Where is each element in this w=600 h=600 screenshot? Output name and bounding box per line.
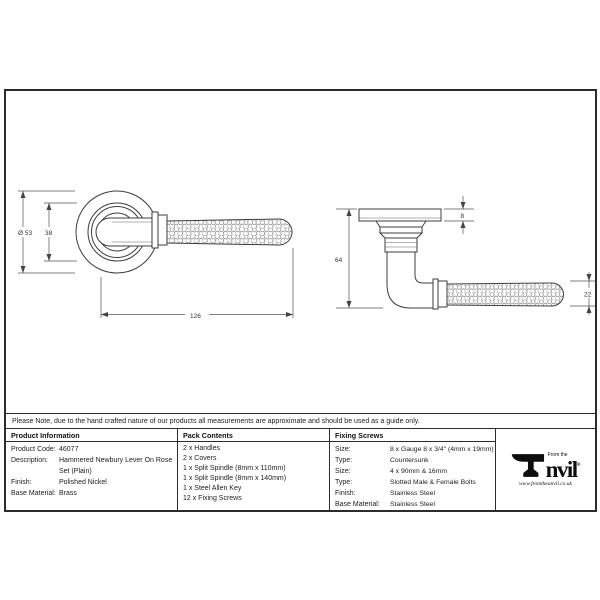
row-value: Slotted Male & Female Bolts <box>390 479 476 486</box>
arm-collar <box>438 281 447 307</box>
anvil-icon <box>511 452 545 479</box>
table-row <box>335 488 492 499</box>
anvil-logo <box>495 429 595 510</box>
logo-website: www.fromtheanvil.co.uk <box>518 481 572 487</box>
logo-name <box>545 456 581 482</box>
note-bar <box>6 413 595 428</box>
table-row <box>335 444 492 455</box>
row-label: Base Material: <box>11 490 56 497</box>
front-view-drawing <box>76 191 292 273</box>
table-row <box>11 455 174 477</box>
row-label: Product Code: <box>11 446 56 453</box>
logo-wordmark <box>545 452 581 482</box>
row-label: Type: <box>335 479 353 486</box>
lever-grip-hammered <box>167 219 292 245</box>
row-label: Base Material: <box>335 501 380 508</box>
table-row <box>335 499 492 510</box>
row-label: Size: <box>335 468 351 475</box>
elbow-inner-curve <box>415 252 433 283</box>
product-info-header: Product Information <box>6 429 177 442</box>
pack-contents-header: Pack Contents <box>177 429 329 442</box>
row-value: 46077 <box>59 446 79 453</box>
dim-label-rose-inner: 38 <box>45 230 53 237</box>
list-item: 1 x Split Spindle (8mm x 110mm) <box>183 464 286 472</box>
dim-label-lever-thickness: 22 <box>584 291 592 299</box>
arm-grip-hammered <box>447 283 564 306</box>
drawing-area <box>6 91 595 413</box>
neck-collar-rings <box>385 238 417 252</box>
dim-label-length: 126 <box>190 313 201 320</box>
row-label: Description: <box>11 457 48 464</box>
row-value: 4 x 90mm & 16mm <box>390 468 448 475</box>
height-extension-lines <box>336 209 383 308</box>
registered-mark: ® <box>576 463 581 468</box>
table-row <box>11 488 174 499</box>
dim-label-diameter: Ø 53 <box>18 230 33 237</box>
fixing-screws-header: Fixing Screws <box>329 429 495 442</box>
table-row <box>335 466 492 477</box>
row-value: Countersunk <box>390 457 429 464</box>
row-label: Finish: <box>11 479 32 486</box>
technical-drawing <box>6 91 595 413</box>
info-table <box>6 428 595 510</box>
list-item: 1 x Split Spindle (8mm x 140mm) <box>183 474 287 482</box>
lever-collar-ring <box>152 212 158 248</box>
row-label: Size: <box>335 446 351 453</box>
side-view-drawing <box>359 209 564 309</box>
logo-row <box>511 452 581 482</box>
elbow-outer-curve <box>387 252 433 308</box>
list-item: 2 x Handles <box>183 445 220 452</box>
rose-step-lower <box>380 227 422 233</box>
row-label: Finish: <box>335 490 356 497</box>
arm-collar-ring <box>433 279 438 309</box>
list-item: 12 x Fixing Screws <box>183 494 242 502</box>
row-value: 8 x Gauge 8 x 3/4" (4mm x 19mm) <box>390 446 494 453</box>
product-info-section <box>6 442 177 510</box>
lever-collar <box>158 215 167 245</box>
row-value: Brass <box>59 490 77 497</box>
dim-label-height: 64 <box>335 257 343 264</box>
note-text: Please Note, due to the hand crafted nature of our products all measurements are approximate and should be used as a guide only. <box>12 417 420 425</box>
front-view-dimensions <box>16 191 293 320</box>
row-value: Polished Nickel <box>59 479 107 486</box>
logo-tagline: From the <box>547 452 568 458</box>
row-value: Hammered Newbury Lever On Rose Set (Plain) <box>59 457 173 475</box>
rose-plate-profile <box>359 209 441 221</box>
table-row <box>335 455 492 466</box>
table-row <box>335 477 492 488</box>
rose-step-upper <box>376 221 426 227</box>
row-value: Stainless Steel <box>390 501 435 508</box>
list-item: 1 x Steel Allen Key <box>183 484 242 492</box>
pack-contents-section <box>177 442 329 510</box>
row-label: Type: <box>335 457 353 464</box>
table-row <box>11 477 174 488</box>
spec-sheet-frame <box>4 89 597 512</box>
table-row <box>11 444 174 455</box>
fixing-screws-section <box>329 442 495 510</box>
logo-name-text: nvil <box>545 457 577 482</box>
dim-label-rose-thickness: 8 <box>460 213 465 220</box>
row-value: Stainless Steel <box>390 490 435 497</box>
list-item: 2 x Covers <box>183 454 217 462</box>
neck-taper <box>380 233 422 238</box>
